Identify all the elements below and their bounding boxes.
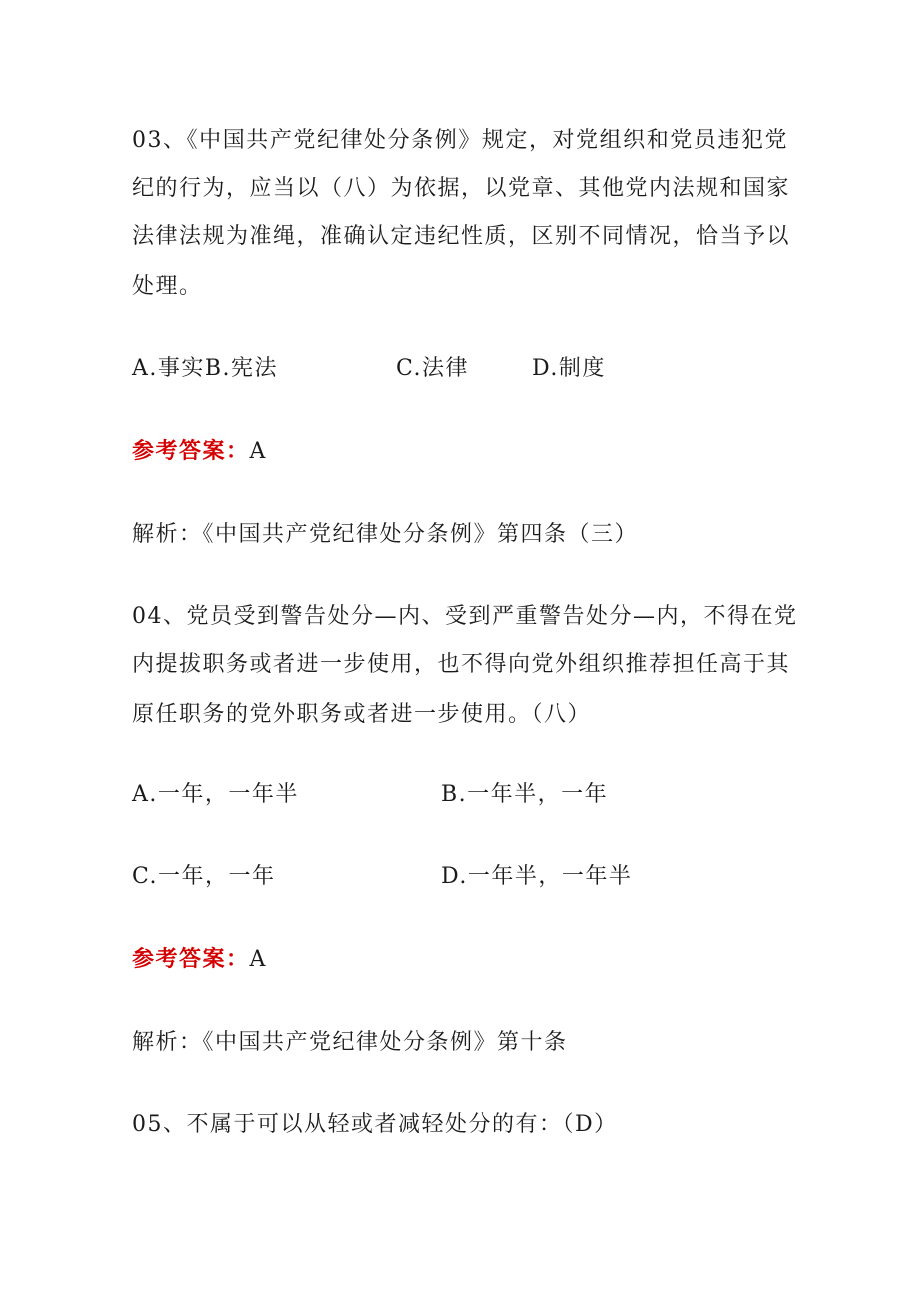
q04-text-line-3: 原任职务的党外职务或者进一步使用。（八） — [132, 702, 592, 727]
q03-answer-value: A — [249, 439, 267, 464]
q04-answer-label: 参考答案： — [132, 947, 250, 972]
q05-text-line-1: 05、不属于可以从轻或者减轻处分的有：（D） — [132, 1112, 618, 1137]
q03-option-ab: A.事实B.宪法 — [132, 356, 279, 381]
q04-text-line-1: 04、党员受到警告处分—内、受到严重警告处分—内，不得在党 — [132, 604, 798, 629]
q03-option-d: D.制度 — [532, 356, 606, 381]
q03-option-c: C.法律 — [396, 356, 470, 381]
q03-answer — [132, 437, 267, 467]
q03-text-line-2: 纪的行为，应当以（八）为依据，以党章、其他党内法规和国家 — [132, 176, 791, 201]
q03-text-line-4: 处理。 — [132, 274, 203, 299]
q04-text-line-2: 内提拔职务或者进一步使用，也不得向党外组织推荐担任高于其 — [132, 652, 791, 677]
q03-text-line-3: 法律法规为准绳，准确认定违纪性质，区别不同情况，恰当予以 — [132, 224, 791, 249]
q03-answer-label: 参考答案： — [132, 439, 250, 464]
q04-answer-value: A — [249, 947, 267, 972]
q04-option-d: D.一年半，一年半 — [441, 864, 633, 889]
q04-option-a: A.一年，一年半 — [132, 782, 299, 807]
q03-text-line-1: 03、《中国共产党纪律处分条例》规定，对党组织和党员违犯党 — [132, 128, 788, 153]
q04-option-c: C.一年，一年 — [132, 864, 276, 889]
q04-analysis: 解析：《中国共产党纪律处分条例》第十条 — [132, 1030, 568, 1055]
q03-analysis: 解析：《中国共产党纪律处分条例》第四条（三） — [132, 522, 639, 547]
q04-option-b: B.一年半，一年 — [441, 782, 609, 807]
q04-answer — [132, 945, 267, 975]
